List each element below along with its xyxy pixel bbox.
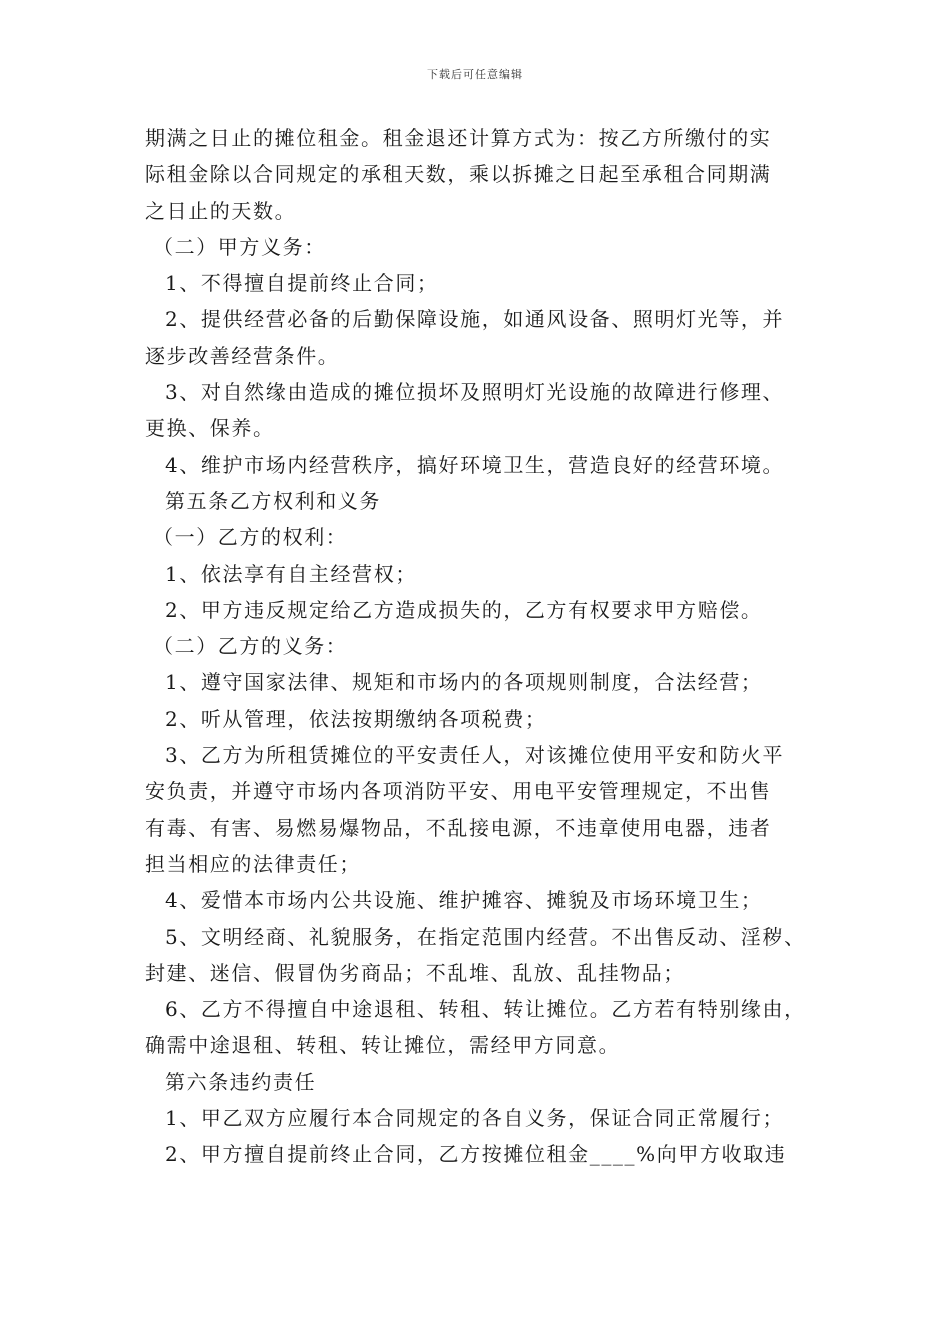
paragraph-line: （二）甲方义务： — [153, 234, 326, 259]
paragraph-line: 6、乙方不得擅自中途退租、转租、转让摊位。乙方若有特别缘由， — [165, 997, 806, 1022]
paragraph-line: 5、文明经商、礼貌服务，在指定范围内经营。不出售反动、淫秽、 — [165, 924, 806, 949]
paragraph-line: 确需中途退租、转租、转让摊位，需经甲方同意。 — [145, 1033, 621, 1058]
paragraph-line: 逐步改善经营条件。 — [145, 343, 340, 368]
paragraph-line: 2、提供经营必备的后勤保障设施，如通风设备、照明灯光等，并 — [165, 307, 785, 332]
document-body — [145, 120, 825, 1173]
paragraph-line: 际租金除以合同规定的承租天数，乘以拆摊之日起至承租合同期满 — [145, 162, 772, 187]
page-header: 下载后可任意编辑 — [427, 68, 523, 81]
paragraph-line: 第六条违约责任 — [165, 1069, 317, 1094]
paragraph-line: 期满之日止的摊位租金。租金退还计算方式为：按乙方所缴付的实 — [145, 126, 772, 150]
paragraph-line: 封建、迷信、假冒伪劣商品；不乱堆、乱放、乱挂物品； — [145, 960, 685, 985]
paragraph-line: 4、维护市场内经营秩序，搞好环境卫生，营造良好的经营环境。 — [165, 452, 785, 477]
paragraph-line: 1、遵守国家法律、规矩和市场内的各项规则制度，合法经营； — [165, 670, 763, 695]
paragraph-line: 之日止的天数。 — [145, 198, 297, 223]
paragraph-line: 更换、保养。 — [145, 416, 275, 441]
paragraph-line: 安负责，并遵守市场内各项消防平安、用电平安管理规定，不出售 — [145, 779, 772, 804]
paragraph-line: 担当相应的法律责任； — [145, 851, 361, 876]
paragraph-line: 2、甲方违反规定给乙方造成损失的，乙方有权要求甲方赔偿。 — [165, 597, 763, 622]
paragraph-line: 1、依法享有自主经营权； — [165, 561, 417, 586]
paragraph-line: 3、对自然缘由造成的摊位损坏及照明灯光设施的故障进行修理、 — [165, 380, 785, 405]
paragraph-line: 1、甲乙双方应履行本合同规定的各自义务，保证合同正常履行； — [165, 1106, 785, 1131]
paragraph-line: 4、爱惜本市场内公共设施、维护摊容、摊貌及市场环境卫生； — [165, 888, 763, 913]
paragraph-line: 3、乙方为所租赁摊位的平安责任人，对该摊位使用平安和防火平 — [165, 743, 785, 768]
paragraph-line: 有毒、有害、易燃易爆物品，不乱接电源，不违章使用电器，违者 — [145, 815, 772, 840]
paragraph-line: 第五条乙方权利和义务 — [165, 488, 381, 513]
paragraph-line: （一）乙方的权利： — [153, 525, 348, 550]
paragraph-line: 1、不得擅自提前终止合同； — [165, 271, 439, 296]
paragraph-line: 2、听从管理，依法按期缴纳各项税费； — [165, 706, 547, 731]
paragraph-line: 2、甲方擅自提前终止合同，乙方按摊位租金____%向甲方收取违 — [165, 1142, 787, 1167]
paragraph-line: （二）乙方的义务： — [153, 634, 348, 659]
